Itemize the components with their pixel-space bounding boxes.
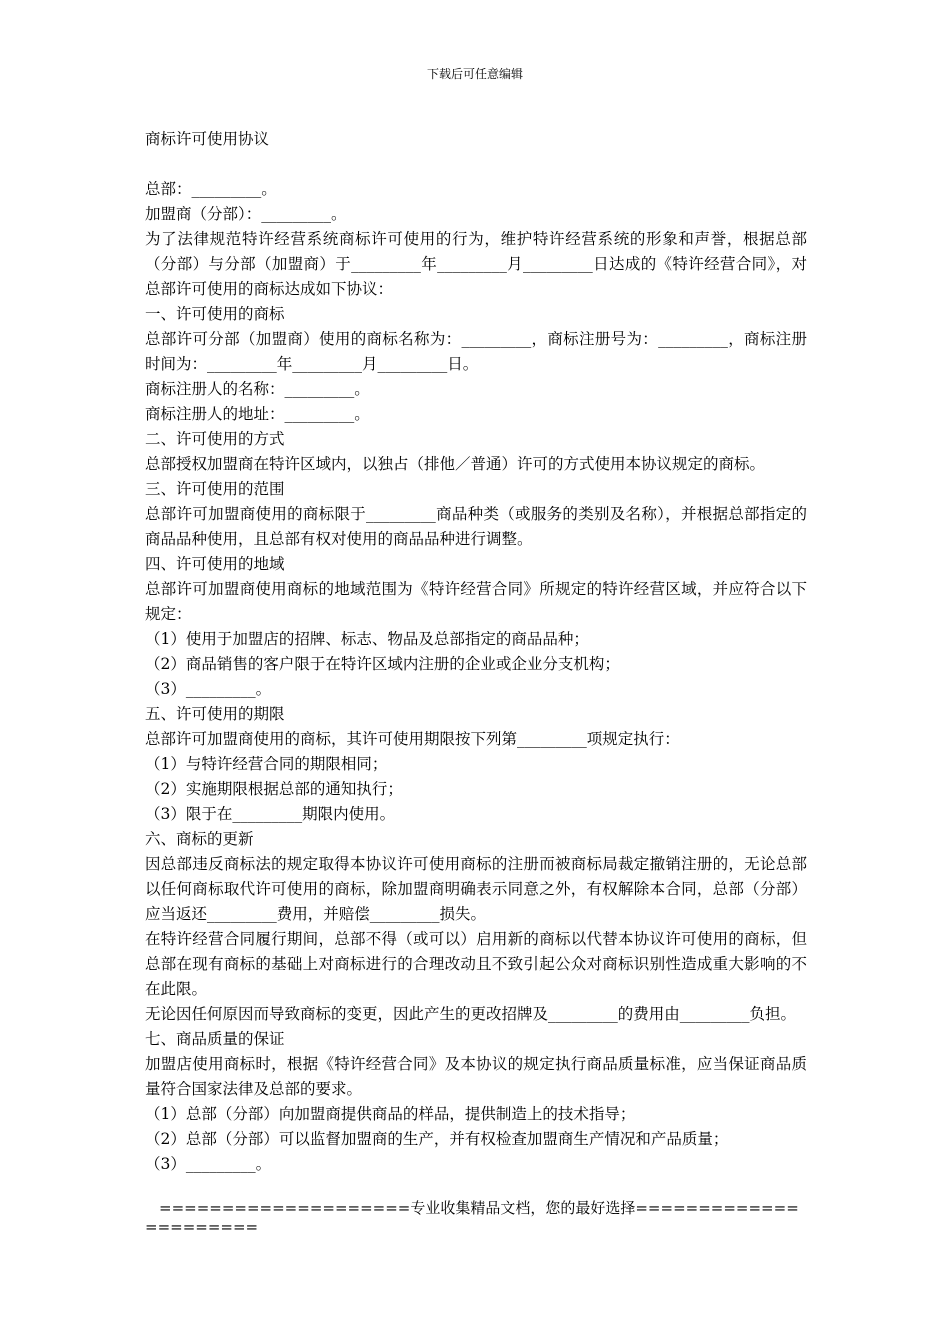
- list-item: （2）商品销售的客户限于在特许区域内注册的企业或企业分支机构；: [145, 655, 620, 673]
- page-footer: [145, 1199, 807, 1237]
- paragraph: 总部许可分部（加盟商）使用的商标名称为：_________，商标注册号为：_________，商标注册时间为：_________年_________月_________日。: [145, 330, 807, 373]
- footer-text: ====================专业收集精品文档，您的最好选择======================: [145, 1199, 799, 1236]
- list-item: （1）使用于加盟店的招牌、标志、物品及总部指定的商品品种；: [145, 630, 589, 648]
- section-heading: 五、许可使用的期限: [145, 705, 285, 723]
- paragraph: 加盟店使用商标时，根据《特许经营合同》及本协议的规定执行商品质量标准，应当保证商品质量符合国家法律及总部的要求。: [145, 1055, 807, 1098]
- paragraph: 商标注册人的名称：_________。: [145, 380, 370, 398]
- paragraph: 商标注册人的地址：_________。: [145, 405, 370, 423]
- paragraph: 总部授权加盟商在特许区域内，以独占（排他／普通）许可的方式使用本协议规定的商标。: [145, 455, 766, 473]
- paragraph: 在特许经营合同履行期间，总部不得（或可以）启用新的商标以代替本协议许可使用的商标，但总部在现有商标的基础上对商标进行的合理改动且不致引起公众对商标识别性造成重大影响的不在此限。: [145, 930, 807, 998]
- paragraph: 加盟商（分部）：_________。: [145, 205, 347, 223]
- list-item: （2）总部（分部）可以监督加盟商的生产，并有权检查加盟商生产情况和产品质量；: [145, 1130, 729, 1148]
- paragraph: 总部：_________。: [145, 180, 277, 198]
- section-heading: 二、许可使用的方式: [145, 430, 285, 448]
- section-heading: 七、商品质量的保证: [145, 1030, 285, 1048]
- list-item: （3）_________。: [145, 680, 272, 698]
- section-heading: 一、许可使用的商标: [145, 305, 285, 323]
- paragraph: 为了法律规范特许经营系统商标许可使用的行为，维护特许经营系统的形象和声誉，根据总部（分部）与分部（加盟商）于_________年_________月_________日达成的《特许经营合同》，对总部许可使用的商标达成如下协议：: [145, 230, 807, 298]
- paragraph: 总部许可加盟商使用的商标，其许可使用期限按下列第_________项规定执行：: [145, 730, 680, 748]
- section-heading: 四、许可使用的地域: [145, 555, 285, 573]
- paragraph: 因总部违反商标法的规定取得本协议许可使用商标的注册而被商标局裁定撤销注册的，无论总部以任何商标取代许可使用的商标，除加盟商明确表示同意之外，有权解除本合同，总部（分部）应当返还_________费用，并赔偿_________损失。: [145, 855, 807, 923]
- section-heading: 三、许可使用的范围: [145, 480, 285, 498]
- list-item: （1）与特许经营合同的期限相同；: [145, 755, 388, 773]
- list-item: （3）限于在_________期限内使用。: [145, 805, 396, 823]
- list-item: （1）总部（分部）向加盟商提供商品的样品，提供制造上的技术指导；: [145, 1105, 636, 1123]
- paragraph: 总部许可加盟商使用的商标限于_________商品种类（或服务的类别及名称），并根据总部指定的商品品种使用，且总部有权对使用的商品品种进行调整。: [145, 505, 807, 548]
- paragraph: 总部许可加盟商使用商标的地域范围为《特许经营合同》所规定的特许经营区域，并应符合以下规定：: [145, 580, 807, 623]
- document-body: [145, 177, 807, 1177]
- list-item: （3）_________。: [145, 1155, 272, 1173]
- list-item: （2）实施期限根据总部的通知执行；: [145, 780, 403, 798]
- document-title: 商标许可使用协议: [145, 130, 270, 148]
- paragraph: 无论因任何原因而导致商标的变更，因此产生的更改招牌及_________的费用由_________负担。: [145, 1005, 797, 1023]
- page-header: 下载后可任意编辑: [426, 67, 523, 81]
- section-heading: 六、商标的更新: [145, 830, 254, 848]
